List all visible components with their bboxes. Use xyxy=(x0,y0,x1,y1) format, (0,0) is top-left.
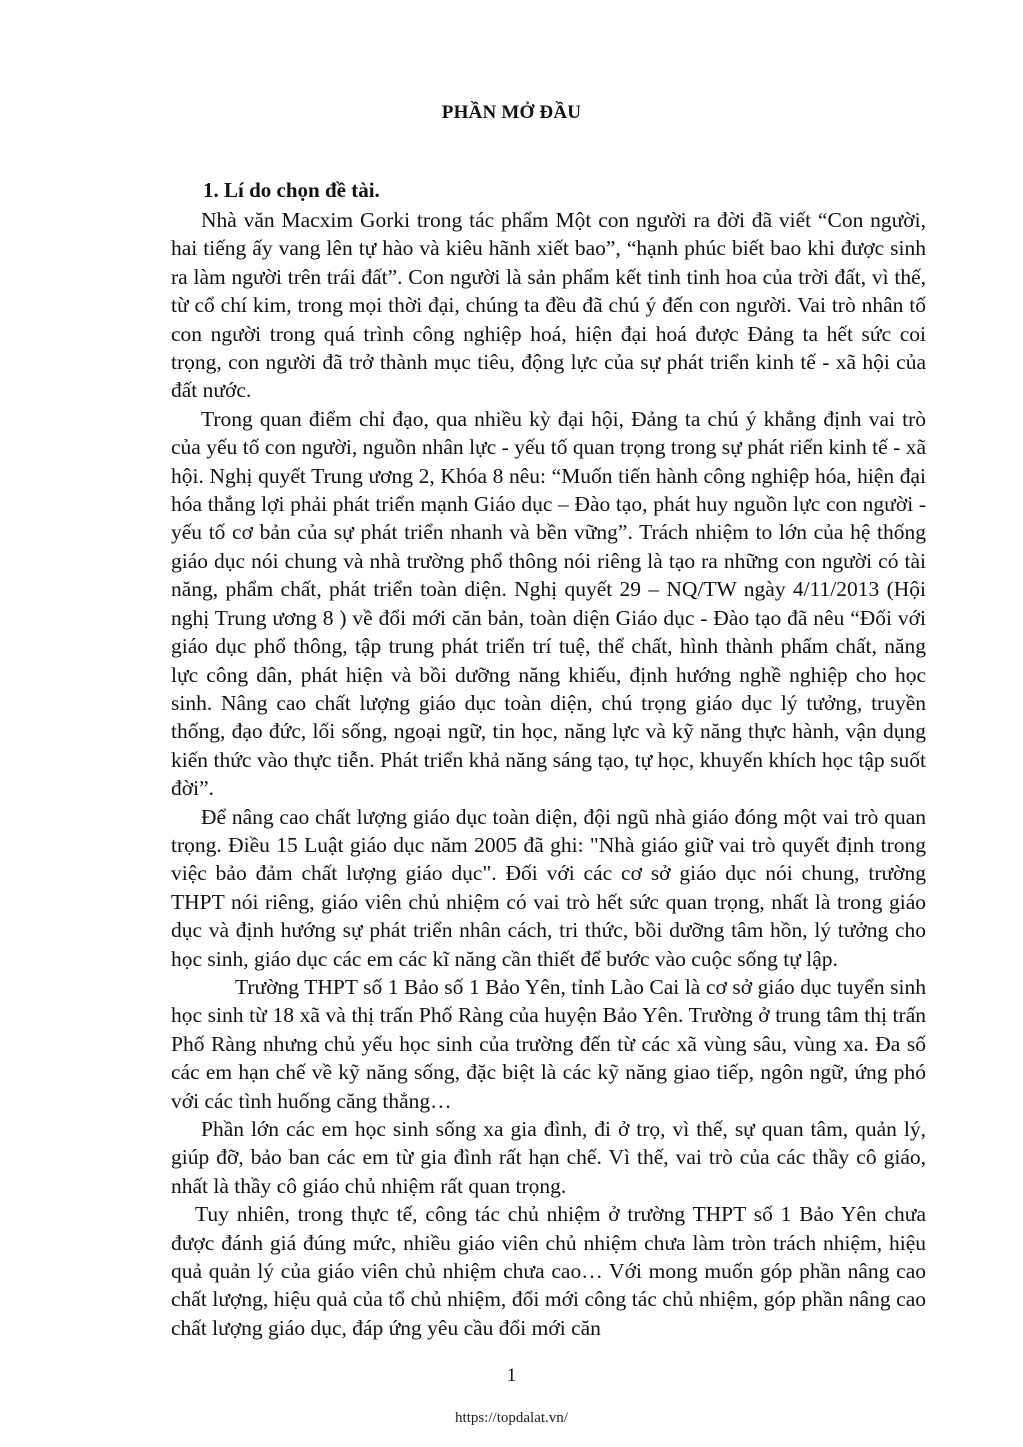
page-title: PHẦN MỞ ĐẦU xyxy=(441,102,582,123)
paragraph-4: Trường THPT số 1 Bảo số 1 Bảo Yên, tỉnh Lào Cai là cơ sở giáo dục tuyển sinh học sinh từ 18 xã và thị trấn Phố Ràng của huyện Bảo Yên. Trường ở trung tâm thị trấn Phố Ràng nhưng chủ yếu học sinh của trường đến từ các xã vùng sâu, vùng xa. Đa số các em hạn chế về kỹ năng sống, đặc biệt là các kỹ năng giao tiếp, ngôn ngữ, ứng phó với các tình huống căng thẳng… xyxy=(171,974,926,1113)
footer-url-link[interactable]: https://topdalat.vn/ xyxy=(455,1410,568,1426)
paragraph-1: Nhà văn Macxim Gorki trong tác phẩm Một con người ra đời đã viết “Con người, hai tiếng ấy vang lên tự hào và kiêu hãnh xiết bao”, “hạnh phúc biết bao khi được sinh ra làm người trên trái đất”. Con người là sản phẩm kết tinh tinh hoa của trời đất, vì thế, từ cổ chí kim, trong mọi thời đại, chúng ta đều đã chú ý đến con người. Vai trò nhân tố con người trong quá trình công nghiệp hoá, hiện đại hoá được Đảng ta hết sức coi trọng, con người đã trở thành mục tiêu, động lực của sự phát triển kinh tế - xã hội của đất nước. xyxy=(171,208,926,403)
page-number: 1 xyxy=(506,1365,517,1386)
section-heading: 1. Lí do chọn đề tài. xyxy=(203,178,380,202)
paragraph-2: Trong quan điểm chỉ đạo, qua nhiều kỳ đại hội, Đảng ta chú ý khẳng định vai trò của yếu tố con người, nguồn nhân lực - yếu tố quan trọng trong sự phát riển kinh tế - xã hội. Nghị quyết Trung ương 2, Khóa 8 nêu: “Muốn tiến hành công nghiệp hóa, hiện đại hóa thắng lợi phải phát triển mạnh Giáo dục – Đào tạo, phát huy nguồn lực con người - yếu tố cơ bản của sự phát triển nhanh và bền vững”. Trách nhiệm to lớn của hệ thống giáo dục nói chung và nhà trường phổ thông nói riêng là tạo ra những con người có tài năng, phẩm chất, phát triển toàn diện. Nghị quyết 29 – NQ/TW ngày 4/11/2013 (Hội nghị Trung ương 8 ) về đổi mới căn bản, toàn diện Giáo dục - Đào tạo đã nêu “Đối với giáo dục phổ thông, tập trung phát triển trí tuệ, thể chất, hình thành phẩm chất, năng lực công dân, phát hiện và bồi dưỡng năng khiếu, định hướng nghề nghiệp cho học sinh. Nâng cao chất lượng giáo dục toàn diện, chú trọng giáo dục lý tưởng, truyền thống, đạo đức, lối sống, ngoại ngữ, tin học, năng lực và kỹ năng thực hành, vận dụng kiến thức vào thực tiễn. Phát triển khả năng sáng tạo, tự học, khuyến khích học tập suốt đời”. xyxy=(171,406,926,801)
body-text xyxy=(171,206,926,1342)
paragraph-3: Để nâng cao chất lượng giáo dục toàn diện, đội ngũ nhà giáo đóng một vai trò quan trọng. Điều 15 Luật giáo dục năm 2005 đã ghi: "Nhà giáo giữ vai trò quyết định trong việc bảo đảm chất lượng giáo dục". Đối với các cơ sở giáo dục nói chung, trường THPT nói riêng, giáo viên chủ nhiệm có vai trò hết sức quan trọng, nhất là trong giáo dục và định hướng sự phát triển nhân cách, tri thức, bồi dưỡng tâm hồn, lý tưởng cho học sinh, giáo dục các em các kĩ năng cần thiết để bước vào cuộc sống tự lập. xyxy=(171,804,926,971)
paragraph-6: Tuy nhiên, trong thực tế, công tác chủ nhiệm ở trường THPT số 1 Bảo Yên chưa được đánh giá đúng mức, nhiều giáo viên chủ nhiệm chưa làm tròn trách nhiệm, hiệu quả quản lý của giáo viên chủ nhiệm chưa cao… Với mong muốn góp phần nâng cao chất lượng, hiệu quả của tổ chủ nhiệm, đổi mới công tác chủ nhiệm, góp phần nâng cao chất lượng giáo dục, đáp ứng yêu cầu đổi mới căn xyxy=(171,1202,926,1340)
paragraph-5: Phần lớn các em học sinh sống xa gia đình, đi ở trọ, vì thế, sự quan tâm, quản lý, giúp đỡ, bảo ban các em từ gia đình rất hạn chế. Vì thế, vai trò của các thầy cô giáo, nhất là thầy cô giáo chủ nhiệm rất quan trọng. xyxy=(171,1117,926,1198)
